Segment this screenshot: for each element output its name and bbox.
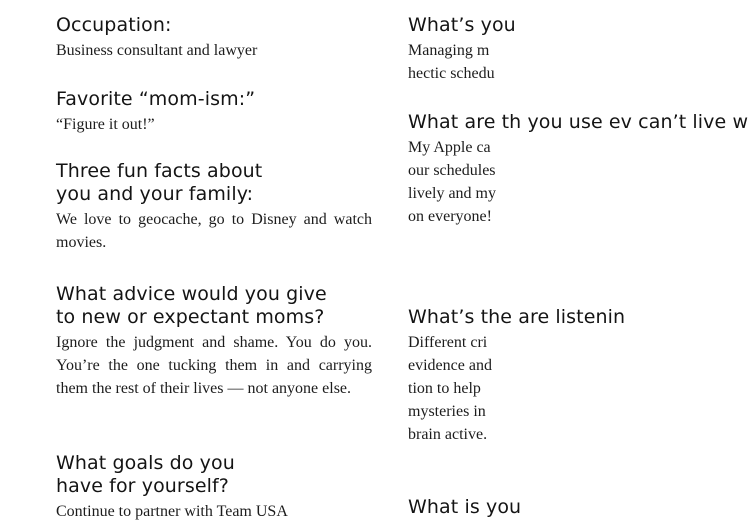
qa-goals — [56, 452, 372, 523]
answer-line: lively and my — [408, 185, 496, 202]
answer-line: our schedules — [408, 162, 496, 179]
qa-fun-facts — [56, 160, 372, 254]
qa-right-3 — [408, 306, 626, 446]
question-heading: What advice would you give to new or expectant moms? — [56, 283, 327, 328]
qa-favorite-momism — [56, 88, 372, 136]
answer-line: on everyone! — [408, 208, 492, 225]
qa-advice — [56, 283, 372, 400]
question-heading: Three fun facts about you and your family: — [56, 160, 263, 205]
answer-line: evidence and — [408, 357, 492, 374]
answer-line: brain active. — [408, 426, 488, 443]
answer-text — [408, 136, 558, 228]
answer-text: Continue to partner with Team USA — [56, 503, 288, 520]
answer-text — [408, 331, 558, 446]
question-heading: What goals do you have for yourself? — [56, 452, 235, 497]
answer-line: My Apple ca — [408, 139, 491, 156]
answer-line: mysteries in — [408, 403, 486, 420]
qa-right-4 — [408, 496, 558, 519]
answer-text — [408, 39, 558, 85]
answer-text: We love to geocache, go to Disney and watch movies. — [56, 211, 372, 251]
question-heading: What’s you — [408, 14, 516, 36]
answer-line: Different cri — [408, 334, 488, 351]
question-heading: What’s the are listenin — [408, 306, 626, 328]
question-heading: What is you — [408, 496, 522, 518]
question-heading: What are th you use ev can’t live w — [408, 111, 748, 133]
question-heading: Favorite “mom-ism:” — [56, 88, 256, 110]
qa-right-2 — [408, 111, 748, 228]
answer-line: tion to help — [408, 380, 481, 397]
qa-right-1 — [408, 14, 558, 85]
answer-text: Business consultant and lawyer — [56, 42, 258, 59]
answer-line: hectic schedu — [408, 65, 495, 82]
qa-occupation — [56, 14, 372, 62]
answer-line: Managing m — [408, 42, 490, 59]
answer-text: “Figure it out!” — [56, 116, 155, 133]
answer-text: Ignore the judgment and shame. You do you. You’re the one tucking them in and carrying them the rest of their lives — not anyone else. — [56, 334, 372, 397]
question-heading: Occupation: — [56, 14, 172, 36]
